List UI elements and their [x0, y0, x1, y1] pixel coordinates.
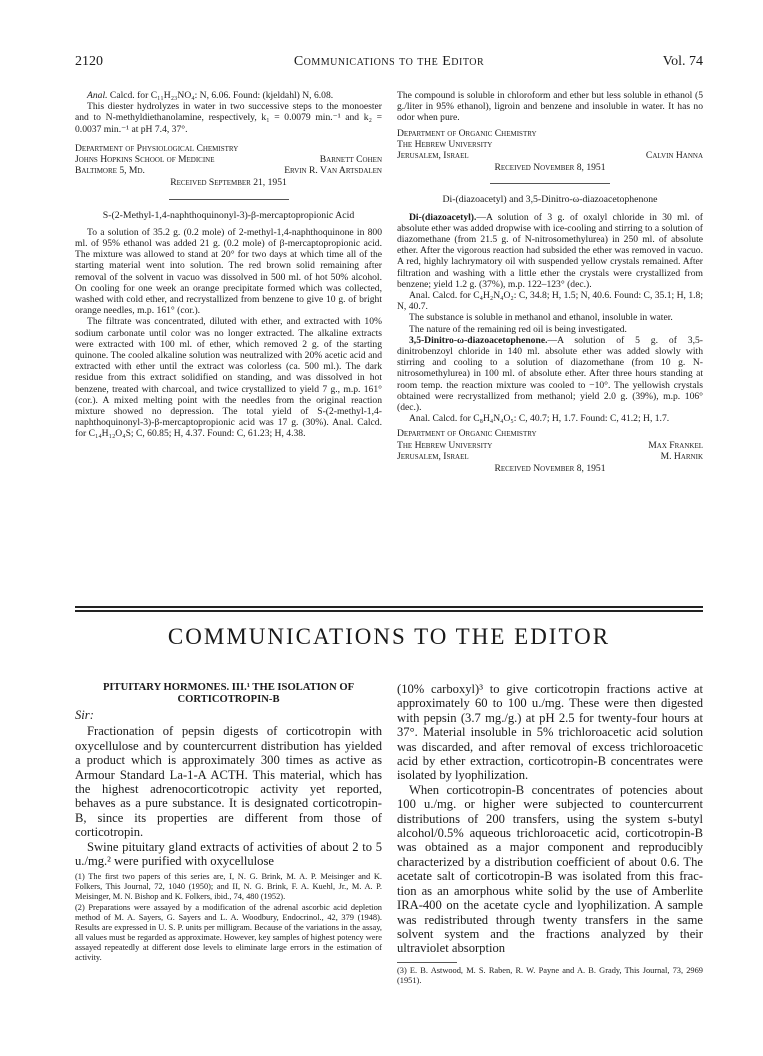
analysis-paragraph: Anal. Calcd. for C₈H₄N₄O₅: C, 40.7; H, 1.7. Found: C, 41.2; H, 1.7.: [409, 413, 670, 425]
divider: [169, 199, 289, 200]
upper-left-column: [75, 90, 382, 440]
author-name: Barnett Cohen: [319, 154, 382, 166]
affiliation-block: [75, 143, 382, 189]
article-title: PITUITARY HORMONES. III.¹ THE ISOLATION OF CORTICOTROPIN-B: [102, 682, 355, 705]
article-title: Di-(diazoacetyl) and 3,5-Dinitro-ω-diazoacetophenone: [442, 194, 658, 206]
university: The Hebrew University: [397, 439, 493, 451]
footnotes: [75, 872, 382, 963]
salutation: Sir:: [75, 708, 94, 722]
department: Department of Organic Chemistry: [397, 127, 537, 139]
author-name: M. Harnik: [660, 450, 703, 462]
article-title: S-(2-Methyl-1,4-naphthoquinonyl-3)-β-mercaptopropionic Acid: [102, 209, 355, 221]
analysis-paragraph: Anal. Calcd. for C₁₁H₂₃NO₄: N, 6.06. Found: (kjeldahl) N, 6.08.: [87, 90, 334, 101]
running-title: Communications to the Editor: [293, 54, 485, 69]
section-rule-bottom: [75, 610, 703, 612]
department: Department of Organic Chemistry: [397, 428, 537, 440]
upper-right-column: [397, 90, 703, 474]
affiliation-block: [397, 428, 703, 474]
university: The Hebrew University: [397, 138, 493, 150]
body-paragraph: When corticotropin-B concentrates of potencies about 100 u./mg. or higher were subjected to countercurrent distributions of 200 transfers, using the system s-butyl alcohol/0.5% aqueous trichloroacetic acid, corticotropin-B was obtained as a major component and reproducibly characterized by a distribution coefficient of about 0.6. The acetate salt of corticotropin-B was isolated from this fraction as an amorphous white solid by the use of Amberlite IRA-400 on the acetate cycle and lyophilization. A sample was redistributed through twenty transfers in the same solvent system and the fractions analyzed by their ultraviolet absorption: [397, 782, 703, 956]
body-paragraph: The filtrate was concentrated, diluted with ether, and extracted with 10% sodium carbonate until color was no longer extracted. The alkaline extracts were extracted with 100 ml. of ether, which removed 2 g. of the starting quinone. The cooled alkaline solution was neutralized with 20% acetic acid and extracted with ether until the extract was colorless (ca. 500 ml.). The dark residue from this extract solidified on standing, and was dissolved in hot benzene, treated with charcoal, and twice crystallized to yield 7 g., m.p. 161° (cor.). A mixed melting point with the needles from the original reaction mixture showed no depression. The total yield of S-(2-methyl-1,4-naphthoquinonyl-3)-β-mercaptopropionic acid was 17 g. (30%). Anal. Calcd. for C₁₄H₁₂O₄S; C, 60.85; H, 4.37. Found: C, 61.23; H, 4.38.: [75, 316, 382, 440]
footnotes: [397, 966, 703, 986]
author-name: Max Frankel: [648, 439, 703, 451]
body-paragraph: (10% carboxyl)³ to give corticotropin fractions active at approximately 60 to 100 u./mg. These were then digested with pepsin (3.7 mg./g.) at pH 2.5 for twenty-four hours at 37°. Material insoluble in 5% trichloroacetic acid solution was discarded, and after removal of excess trichloroacetic acid by ether extraction, corticotropin-B concentrates were isolated by lyophilization.: [397, 682, 703, 783]
author-name: Ervin R. Van Artsdalen: [284, 165, 382, 177]
city: Jerusalem, Israel: [397, 450, 469, 462]
city: Jerusalem, Israel: [397, 150, 469, 162]
received-date: Received November 8, 1951: [494, 162, 606, 174]
department: Department of Physiological Chemistry: [75, 142, 239, 154]
analysis-paragraph: Anal. Calcd. for C₄H₂N₄O₂: C, 34.8; H, 1.5; N, 40.6. Found: C, 35.1; H, 1.8; N, 40.7.: [397, 290, 703, 313]
body-paragraph: Di-(diazoacetyl).—A solution of 3 g. of oxalyl chloride in 30 ml. of absolute ether was added dropwise with ice-cooling and stirring to a solution of diazomethane (from 21.5 g. of N-nitrosomethylurea) in 250 ml. of absolute ether. After the vigorous reaction had subsided the ether was removed in vacuo. A red, highly lachrymatory oil with suspended yellow crystals remained. After filtration and washing with a little ether the crystals were crystallized from benzene; yield 1.2 g. (37%), m.p. 122–123° (dec.).: [397, 211, 703, 290]
section-rule-top: [75, 606, 703, 608]
footnote: (2) Preparations were assayed by a modification of the adrenal ascorbic acid depletion method of M. A. Sayers, G. Sayers and L. A. Woodbury, Endocrinol., 42, 379 (1948). Results are expressed in U. S. P. units per milligram. Because of the variations in the assay, all values must be regarded as approximate. However, key samples of highest potency were assayed repeatedly at different dose levels to eliminate large errors in the estimation of activity.: [75, 903, 382, 963]
body-paragraph: Fractionation of pepsin digests of corticotropin with oxycellulose and by countercurrent distribution has yielded a product which is approximately 300 times as active as Armour Standard La-1-A ACTH. This material, which has the highest adrenocorticotropic activity yet reported, behaves as a pure substance. It is designated corticotropin-B, since its properties are different from those of corticotropin.: [75, 724, 382, 840]
section-title: COMMUNICATIONS TO THE EDITOR: [167, 624, 611, 649]
body-paragraph: 3,5-Dinitro-ω-diazoacetophenone.—A solution of 5 g. of 3,5-dinitrobenzoyl chloride in 140 ml. absolute ether was added slowly with stirring and cooling to a solution of diazomethane (from 10 g. N-nitrosomethylurea) in 100 ml. of absolute ether. After three hours standing at room temp. the reaction mixture was cooled to −10°. The yellowish crystals obtained were recrystallized from methanol; yield 2.0 g. (39%), m.p. 106° (dec.).: [397, 334, 703, 414]
school: Johns Hopkins School of Medicine: [75, 154, 215, 166]
body-paragraph: Swine pituitary gland extracts of activities of about 2 to 5 u./mg.² were purified with oxycellulose: [75, 839, 382, 869]
footnote: (3) E. B. Astwood, M. S. Raben, R. W. Payne and A. B. Grady, This Journal, 73, 2969 (1951).: [397, 965, 703, 985]
received-date: Received November 8, 1951: [494, 463, 606, 475]
lower-left-column: [75, 682, 382, 964]
hydrolysis-paragraph: This diester hydrolyzes in water in two successive steps to the monoester and to N-methyldiethanolamine, respectively, k₁ = 0.0079 min.⁻¹ and k₂ = 0.0037 min.⁻¹ at pH 7.4, 37°.: [75, 101, 382, 135]
lower-right-column: [397, 682, 703, 987]
body-paragraph: The substance is soluble in methanol and ethanol, insoluble in water.: [409, 312, 673, 324]
received-date: Received September 21, 1951: [170, 177, 287, 189]
divider: [490, 183, 610, 184]
affiliation-block: [397, 128, 703, 174]
volume-label: Vol. 74: [662, 54, 703, 69]
footnote-rule: [397, 962, 457, 963]
body-paragraph: To a solution of 35.2 g. (0.2 mole) of 2-methyl-1,4-naphthoquinone in 800 ml. of 95% ethanol was added 21 g. (0.2 mole) of β-mercaptopropionic acid. The mixture was allowed to stand at 20° for two days at which time all of the starting material went into solution. The red brown solid remaining after removal of the solvent in vacuo was dissolved in 500 ml. of hot 50% alcohol. On cooling for one week an orange precipitate formed which was collected, washed with cold ether, and recrystallized from benzene to give 10 g. of bright orange needles, m.p. 161° (cor.).: [75, 226, 382, 317]
page-header: [75, 54, 703, 74]
footnote: (1) The first two papers of this series are, I, N. G. Brink, M. A. P. Meisinger and K. Folkers, This Journal, 72, 1040 (1950); and II, N. G. Brink, F. A. Kuehl, Jr., M. A. P. Meisinger, M. N. Bishop and K. Folkers, ibid., 74, 480 (1952).: [75, 872, 382, 902]
city: Baltimore 5, Md.: [75, 165, 145, 177]
body-paragraph: The nature of the remaining red oil is being investigated.: [409, 323, 627, 335]
author-name: Calvin Hanna: [645, 150, 703, 162]
body-paragraph: The compound is soluble in chloroform and ether but less soluble in ethanol (5 g./liter in 95% ethanol), ligroin and benzene and insoluble in water. It has no odor when pure.: [397, 90, 703, 124]
page-number: 2120: [75, 54, 103, 69]
